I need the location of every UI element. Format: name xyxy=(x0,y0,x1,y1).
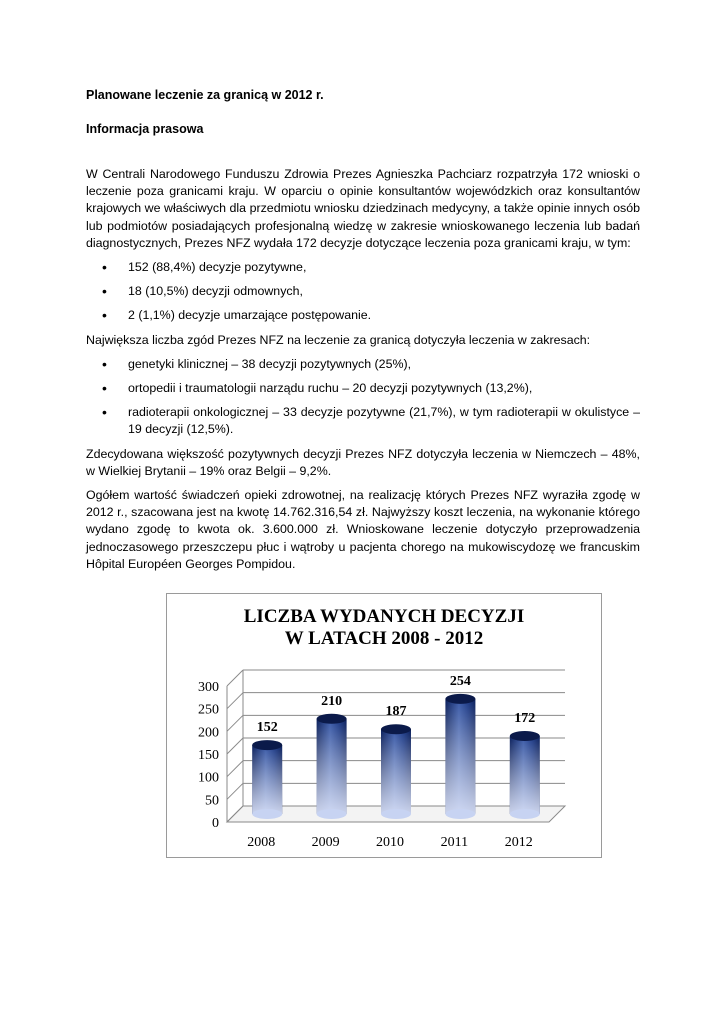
bar-cap xyxy=(510,731,540,741)
gridline-diagonal xyxy=(227,715,243,731)
bar-highlight xyxy=(381,729,411,814)
y-tick-label: 50 xyxy=(205,793,219,809)
chart-title-line2: W LATACH 2008 - 2012 xyxy=(284,628,484,649)
x-tick-label: 2011 xyxy=(440,835,469,850)
list-item: • 18 (10,5%) decyzji odmownych, xyxy=(102,283,303,300)
paragraph-2: Największa liczba zgód Prezes NFZ na leczenie za granicą dotyczyła leczenia w zakresach: xyxy=(86,332,591,347)
list-item: • genetyki klinicznej – 38 decyzji pozytywnych (25%), xyxy=(102,355,412,372)
document-title: Planowane leczenie za granicą w 2012 r. xyxy=(86,88,324,102)
bar-base xyxy=(510,809,540,819)
bullet-icon: • xyxy=(102,259,107,276)
bar-base xyxy=(252,809,282,819)
specialty-list xyxy=(86,356,640,439)
bar-cap xyxy=(317,714,347,724)
data-label: 210 xyxy=(321,693,343,709)
x-tick-label: 2008 xyxy=(247,835,276,850)
bullet-icon: • xyxy=(102,283,107,300)
data-label: 187 xyxy=(385,704,407,720)
y-tick-label: 100 xyxy=(198,770,219,786)
chart-title-line1: LICZBA WYDANYCH DECYZJI xyxy=(243,606,525,627)
gridline-diagonal xyxy=(227,670,243,686)
chart-svg xyxy=(167,594,601,857)
bar-base xyxy=(445,809,475,819)
data-label: 152 xyxy=(256,720,278,736)
gridline-diagonal xyxy=(227,761,243,777)
list-item: • 152 (88,4%) decyzje pozytywne, xyxy=(102,259,307,276)
document-body xyxy=(86,166,640,580)
plot-area xyxy=(198,670,565,850)
gridline-diagonal xyxy=(227,738,243,754)
bar-highlight xyxy=(252,745,282,814)
paragraph-3: Zdecydowana większość pozytywnych decyzji Prezes NFZ dotyczyła leczenia w Niemczech – 48%, w Wielkiej Brytanii – 19% oraz Belgii – 9,2%. xyxy=(86,446,640,478)
bar-highlight xyxy=(445,699,475,814)
gridline-diagonal xyxy=(227,783,243,799)
bullet-icon: • xyxy=(102,380,107,397)
paragraph-4: Ogółem wartość świadczeń opieki zdrowotnej, na realizację których Prezes NFZ wyraziła zgodę w 2012 r., szacowana jest na kwotę 14.762.316,54 zł. Najwyższy koszt leczenia, na wykonanie którego wydano zgodę to kwota ok. 3.600.000 zł. Wnioskowane leczenie dotyczyło przeprowadzenia jednoczasowego przeszczepu płuc i wątroby u pacjenta chorego na mukowiscydozę we francuskim Hôpital Européen Georges Pompidou. xyxy=(86,488,640,571)
x-tick-label: 2010 xyxy=(376,835,404,850)
gridline-diagonal xyxy=(227,693,243,709)
decisions-chart xyxy=(166,593,602,858)
bar-highlight xyxy=(510,736,540,814)
bar-base xyxy=(317,809,347,819)
bar-cap xyxy=(381,724,411,734)
bar-cap xyxy=(445,694,475,704)
document-subtitle: Informacja prasowa xyxy=(86,122,204,136)
y-tick-label: 150 xyxy=(198,748,219,763)
bullet-icon: • xyxy=(102,404,107,421)
bar-cap xyxy=(252,740,282,750)
bullet-icon: • xyxy=(102,307,107,324)
paragraph-1: W Centrali Narodowego Funduszu Zdrowia Prezes Agnieszka Pachciarz rozpatrzyła 172 wnioski o leczenie poza granicami kraju. W oparciu o opinie konsultantów wojewódzkich oraz konsultantów krajowych we właściwych dla przedmiotu wniosku dziedzinach medycyny, a także opinie innych osób lub podmiotów posiadających profesjonalną wiedzę w zakresie wnioskowanego leczenia lub badań diagnostycznych, Prezes NFZ wydała 172 decyzje dotyczące leczenia poza granicami kraju, w tym: xyxy=(86,167,640,250)
y-tick-label: 200 xyxy=(198,725,219,741)
list-item: • 2 (1,1%) decyzje umarzające postępowanie. xyxy=(102,307,372,324)
list-item: • radioterapii onkologicznej – 33 decyzje pozytywne (21,7%), w tym radioterapii w okulistyce – 19 decyzji (12,5%). xyxy=(102,404,640,437)
data-label: 254 xyxy=(449,673,471,689)
decision-list xyxy=(86,259,640,325)
bar-base xyxy=(381,809,411,819)
bar-highlight xyxy=(317,719,347,814)
x-tick-label: 2009 xyxy=(311,835,340,850)
y-tick-label: 0 xyxy=(212,816,219,831)
data-label: 172 xyxy=(514,711,536,727)
bullet-icon: • xyxy=(102,355,107,372)
y-tick-label: 300 xyxy=(198,680,219,695)
x-tick-label: 2012 xyxy=(504,835,533,850)
list-item: • ortopedii i traumatologii narządu ruchu – 20 decyzji pozytywnych (13,2%), xyxy=(102,380,533,397)
y-tick-label: 250 xyxy=(198,702,219,718)
